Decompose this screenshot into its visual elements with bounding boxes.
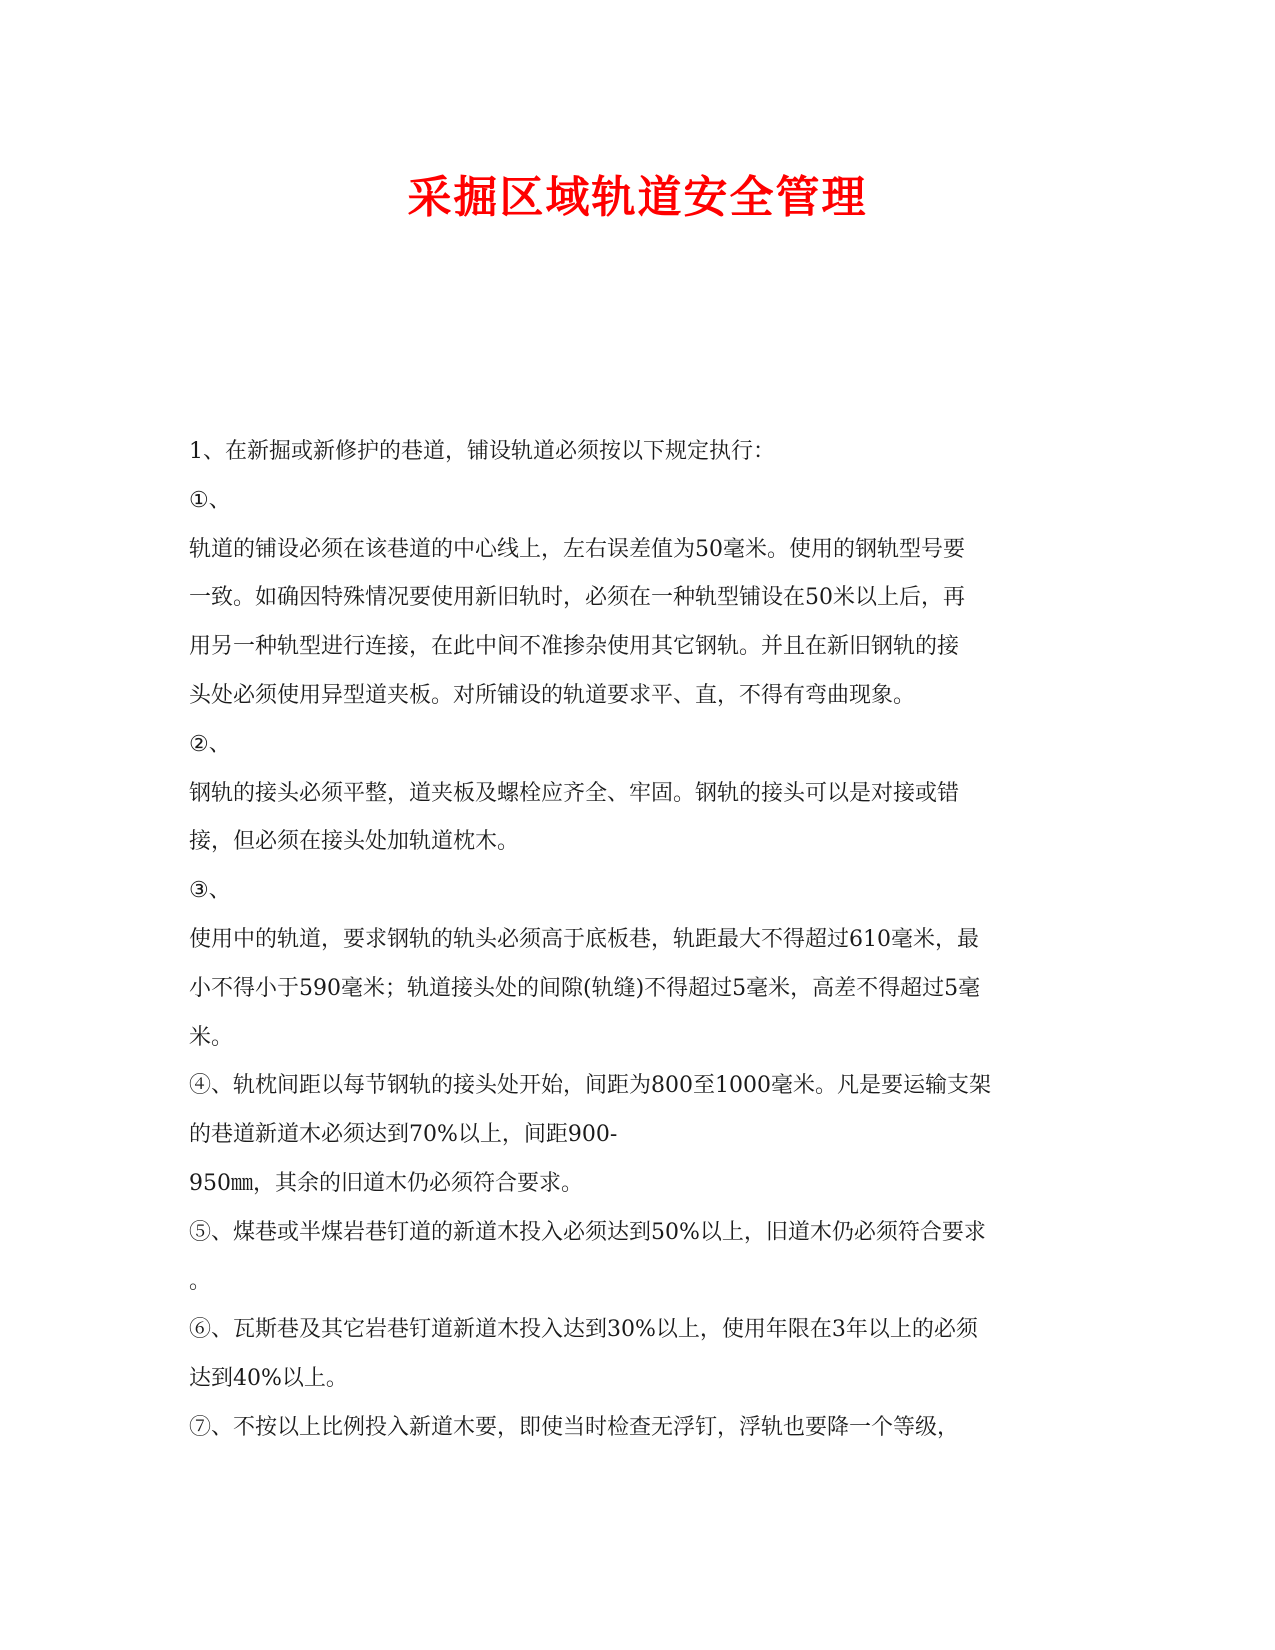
body-line: 米。	[189, 1024, 234, 1050]
body-line: ④、轨枕间距以每节钢轨的接头处开始，间距为800至1000毫米。凡是要运输支架	[189, 1073, 991, 1099]
body-line: 接，但必须在接头处加轨道枕木。	[189, 829, 520, 855]
body-line: 使用中的轨道，要求钢轨的轨头必须高于底板巷，轨距最大不得超过610毫米，最	[189, 926, 979, 952]
document-body	[189, 428, 1079, 1453]
body-line: ⑤、煤巷或半煤岩巷钉道的新道木投入必须达到50%以上，旧道木仍必须符合要求	[189, 1219, 986, 1245]
body-line: 950㎜，其余的旧道木仍必须符合要求。	[189, 1170, 583, 1196]
body-line: 一致。如确因特殊情况要使用新旧轨时，必须在一种轨型铺设在50米以上后，再	[189, 585, 965, 611]
body-line: 的巷道新道木必须达到70%以上，间距900-	[189, 1122, 618, 1148]
body-line: 。	[189, 1268, 212, 1294]
body-line: 钢轨的接头必须平整，道夹板及螺栓应齐全、牢固。钢轨的接头可以是对接或错	[189, 780, 960, 806]
body-line: 轨道的铺设必须在该巷道的中心线上，左右误差值为50毫米。使用的钢轨型号要	[189, 536, 965, 562]
body-line: ②、	[189, 731, 231, 757]
body-line: 1、在新掘或新修护的巷道，铺设轨道必须按以下规定执行：	[189, 439, 775, 464]
body-line: 用另一种轨型进行连接，在此中间不准掺杂使用其它钢轨。并且在新旧钢轨的接	[189, 634, 960, 660]
body-line: ⑦、不按以上比例投入新道木要，即使当时检查无浮钉，浮轨也要降一个等级，	[189, 1414, 960, 1440]
body-line: ③、	[189, 878, 231, 904]
body-line: 小不得小于590毫米；轨道接头处的间隙(轨缝)不得超过5毫米，高差不得超过5毫	[189, 975, 981, 1001]
body-line: 头处必须使用异型道夹板。对所铺设的轨道要求平、直，不得有弯曲现象。	[189, 682, 916, 708]
body-line: ①、	[189, 487, 231, 513]
document-title: 采掘区域轨道安全管理	[407, 172, 868, 223]
body-line: 达到40%以上。	[189, 1366, 348, 1392]
body-line: ⑥、瓦斯巷及其它岩巷钉道新道木投入达到30%以上，使用年限在3年以上的必须	[189, 1317, 978, 1343]
